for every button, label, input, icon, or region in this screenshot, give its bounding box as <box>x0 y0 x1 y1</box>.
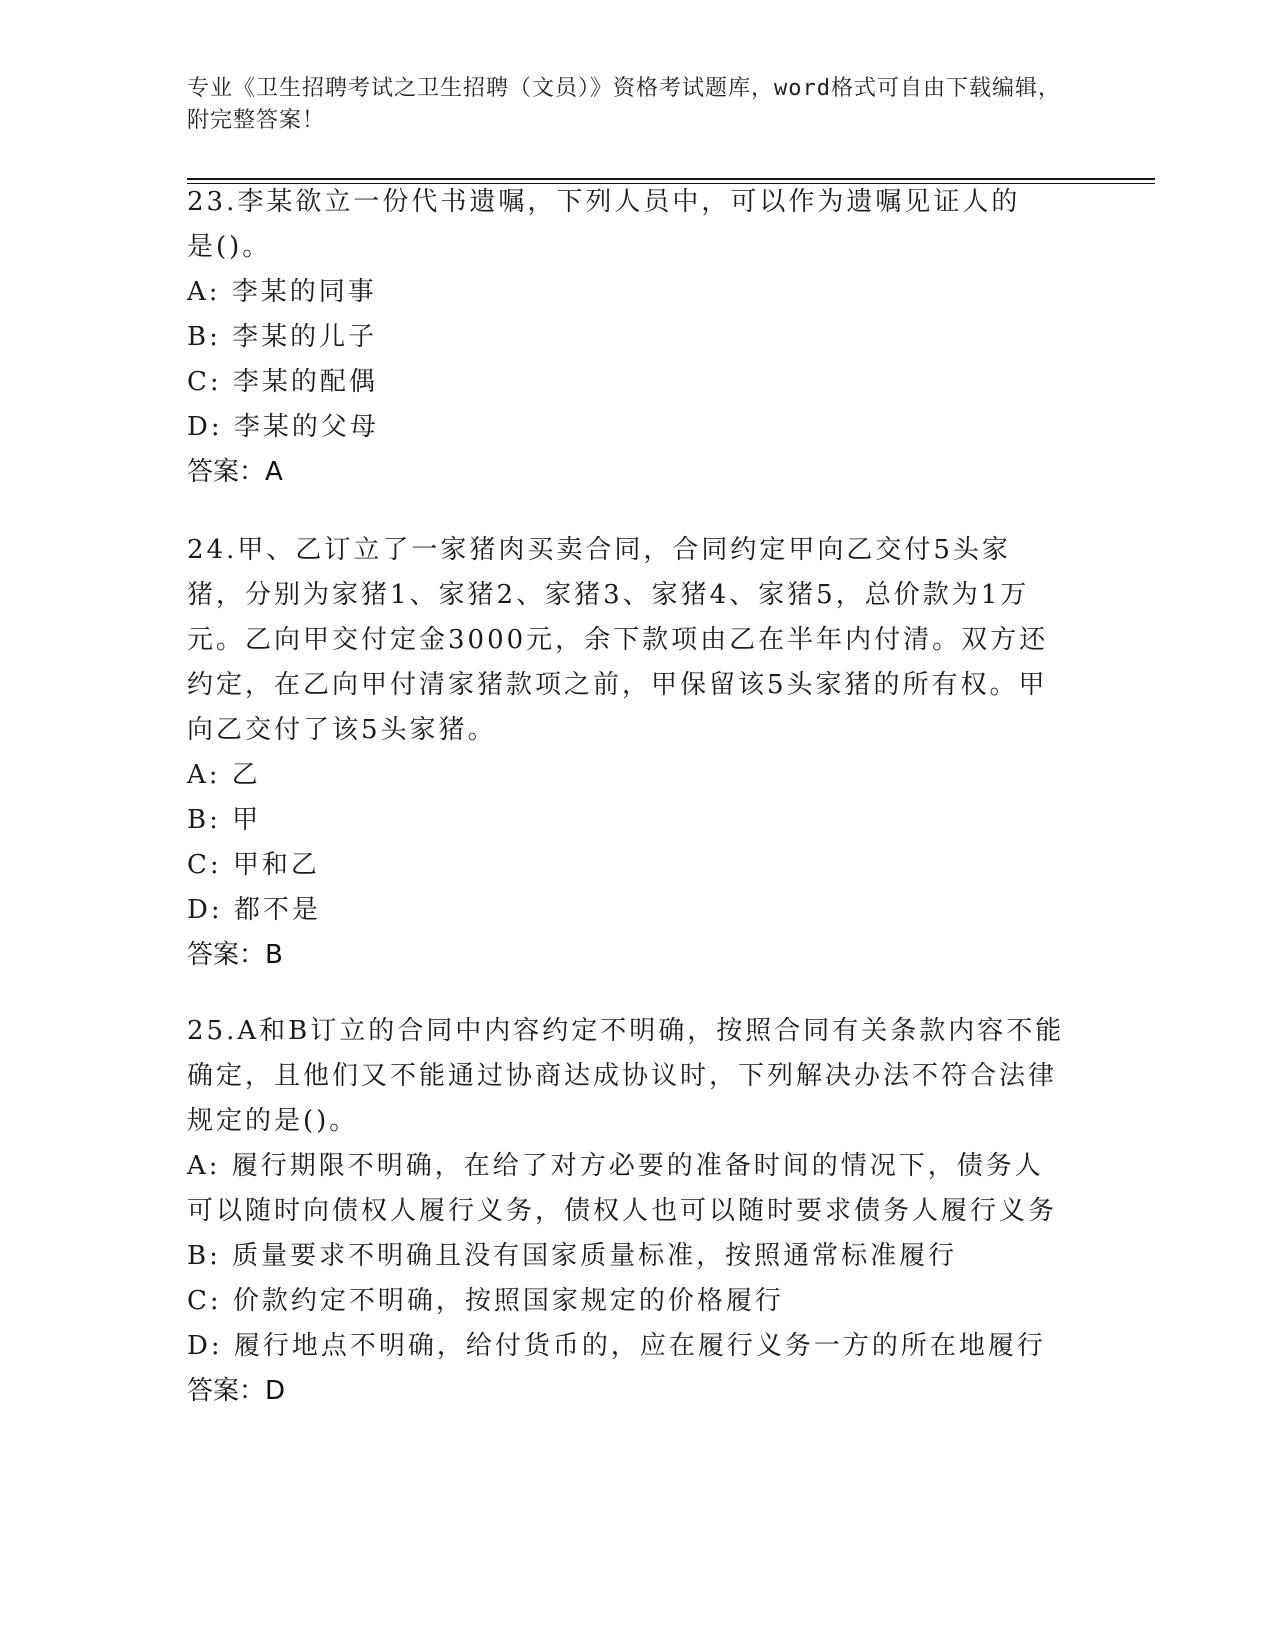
option-b: B: 李某的儿子 <box>187 322 378 352</box>
option-a: A: 履行期限不明确，在给了对方必要的准备时间的情况下，债务人可以随时向债权人履行义务，债权人也可以随时要求债务人履行义务 <box>187 1151 1058 1226</box>
answer: 答案：A <box>187 457 283 487</box>
option-c: C: 价款约定不明确，按照国家规定的价格履行 <box>187 1286 784 1316</box>
option-b: B: 质量要求不明确且没有国家质量标准，按照通常标准履行 <box>187 1241 958 1271</box>
option-d: D: 履行地点不明确，给付货币的，应在履行义务一方的所在地履行 <box>187 1331 1046 1361</box>
question-25 <box>187 1009 1087 1414</box>
question-23 <box>187 180 1087 495</box>
document-header: 专业《卫生招聘考试之卫生招聘（文员）》资格考试题库，word格式可自由下载编辑，附完整答案！ <box>187 76 1061 133</box>
question-24 <box>187 528 1087 978</box>
option-a: A: 李某的同事 <box>187 277 377 307</box>
option-d: D: 都不是 <box>187 895 321 925</box>
question-stem: 25.A和B订立的合同中内容约定不明确，按照合同有关条款内容不能确定，且他们又不能通过协商达成协议时，下列解决办法不符合法律规定的是()。 <box>187 1016 1065 1136</box>
answer: 答案：B <box>187 940 283 970</box>
option-a: A: 乙 <box>187 760 261 790</box>
option-c: C: 甲和乙 <box>187 850 320 880</box>
option-c: C: 李某的配偶 <box>187 367 378 397</box>
option-d: D: 李某的父母 <box>187 412 379 442</box>
question-stem: 23.李某欲立一份代书遗嘱，下列人员中，可以作为遗嘱见证人的是()。 <box>187 187 1021 262</box>
option-b: B: 甲 <box>187 805 262 835</box>
answer: 答案：D <box>187 1376 286 1406</box>
question-stem: 24.甲、乙订立了一家猪肉买卖合同，合同约定甲向乙交付5头家猪，分别为家猪1、家猪2、家猪3、家猪4、家猪5，总价款为1万元。乙向甲交付定金3000元，余下款项由乙在半年内付清。双方还约定，在乙向甲付清家猪款项之前，甲保留该5头家猪的所有权。甲向乙交付了该5头家猪。 <box>187 535 1049 745</box>
